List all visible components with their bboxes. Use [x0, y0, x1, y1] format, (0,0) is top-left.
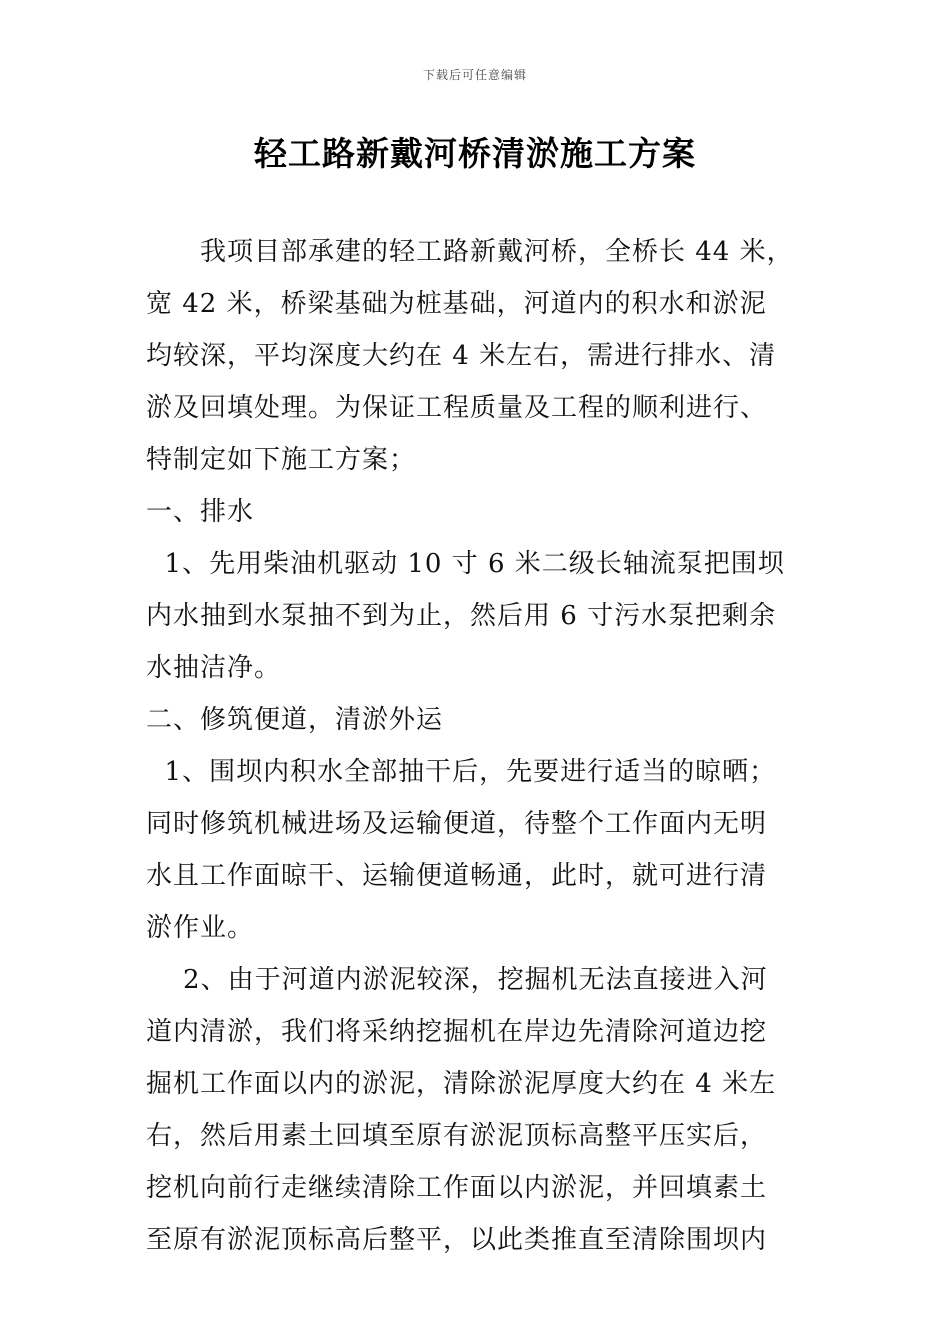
header-note: 下载后可任意编辑 [422, 68, 527, 82]
body-line: 淤作业。 [146, 913, 255, 943]
body-line: 2、由于河道内淤泥较深，挖掘机无法直接进入河 [146, 965, 768, 995]
body-line: 道内清淤，我们将采纳挖掘机在岸边先清除河道边挖 [146, 1017, 768, 1047]
body-line: 内水抽到水泵抽不到为止，然后用 6 寸污水泵把剩余 [146, 601, 777, 631]
body-line: 1、先用柴油机驱动 10 寸 6 米二级长轴流泵把围坝 [146, 549, 785, 579]
body-line: 至原有淤泥顶标高后整平，以此类推直至清除围坝内 [146, 1225, 768, 1255]
body-line: 右，然后用素土回填至原有淤泥顶标高整平压实后， [146, 1121, 768, 1151]
document-body [146, 226, 826, 1266]
section-heading: 一、排水 [146, 497, 255, 527]
body-line: 水且工作面晾干、运输便道畅通，此时，就可进行清 [146, 861, 768, 891]
body-line: 均较深，平均深度大约在 4 米左右，需进行排水、清 [146, 341, 777, 371]
body-line: 同时修筑机械进场及运输便道，待整个工作面内无明 [146, 809, 768, 839]
document-title: 轻工路新戴河桥清淤施工方案 [254, 134, 696, 173]
section-heading: 二、修筑便道，清淤外运 [146, 705, 444, 735]
body-line: 特制定如下施工方案； [146, 445, 417, 475]
body-line: 宽 42 米，桥梁基础为桩基础，河道内的积水和淤泥 [146, 289, 767, 319]
body-line: 水抽洁净。 [146, 653, 282, 683]
body-line: 我项目部承建的轻工路新戴河桥，全桥长 44 米， [146, 237, 794, 267]
body-line: 挖机向前行走继续清除工作面以内淤泥，并回填素土 [146, 1173, 768, 1203]
body-line: 1、围坝内积水全部抽干后，先要进行适当的晾晒； [146, 757, 777, 787]
body-line: 淤及回填处理。为保证工程质量及工程的顺利进行、 [146, 393, 768, 423]
body-line: 掘机工作面以内的淤泥，清除淤泥厚度大约在 4 米左 [146, 1069, 777, 1099]
